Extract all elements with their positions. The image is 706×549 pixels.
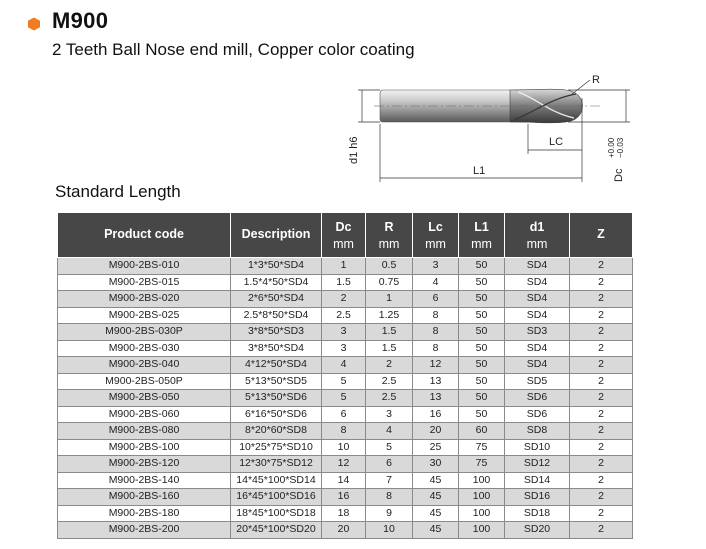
- cell-r: 2.5: [366, 390, 413, 407]
- table-row: [58, 456, 633, 473]
- cell-r: 1.25: [366, 307, 413, 324]
- dc-label: Dc: [613, 168, 625, 182]
- cell-product-code: M900-2BS-080: [58, 423, 231, 440]
- cell-lc: 13: [413, 373, 459, 390]
- cell-lc: 16: [413, 406, 459, 423]
- table-row: [58, 291, 633, 308]
- cell-d1: SD4: [505, 307, 570, 324]
- cell-z: 2: [570, 390, 633, 407]
- cell-product-code: M900-2BS-160: [58, 489, 231, 506]
- cell-r: 4: [366, 423, 413, 440]
- cell-z: 2: [570, 472, 633, 489]
- table-row: [58, 324, 633, 341]
- d1-label: d1 h6: [348, 136, 360, 164]
- cell-z: 2: [570, 406, 633, 423]
- cell-l1: 100: [459, 472, 505, 489]
- cell-l1: 100: [459, 522, 505, 539]
- cell-d1: SD4: [505, 340, 570, 357]
- cell-r: 1.5: [366, 324, 413, 341]
- cell-z: 2: [570, 423, 633, 440]
- cell-r: 1.5: [366, 340, 413, 357]
- cell-l1: 50: [459, 357, 505, 374]
- table-row: [58, 522, 633, 539]
- table-row: [58, 423, 633, 440]
- radius-label: R: [592, 74, 600, 86]
- cell-dc: 18: [322, 505, 366, 522]
- cell-product-code: M900-2BS-020: [58, 291, 231, 308]
- cell-r: 0.5: [366, 258, 413, 275]
- cell-lc: 8: [413, 340, 459, 357]
- end-mill-body: [374, 89, 600, 123]
- col-dc: Dc mm: [322, 213, 366, 258]
- cell-l1: 50: [459, 307, 505, 324]
- cell-dc: 1: [322, 258, 366, 275]
- cell-description: 5*13*50*SD5: [231, 373, 322, 390]
- cell-description: 12*30*75*SD12: [231, 456, 322, 473]
- cell-description: 1.5*4*50*SD4: [231, 274, 322, 291]
- col-z: Z: [570, 213, 633, 258]
- cell-r: 6: [366, 456, 413, 473]
- cell-r: 7: [366, 472, 413, 489]
- col-l1: L1 mm: [459, 213, 505, 258]
- cell-d1: SD5: [505, 373, 570, 390]
- cell-z: 2: [570, 307, 633, 324]
- cell-r: 2.5: [366, 373, 413, 390]
- cell-l1: 50: [459, 390, 505, 407]
- cell-l1: 60: [459, 423, 505, 440]
- table-row: [58, 373, 633, 390]
- cell-lc: 45: [413, 522, 459, 539]
- cell-d1: SD4: [505, 274, 570, 291]
- cell-dc: 1.5: [322, 274, 366, 291]
- cell-product-code: M900-2BS-015: [58, 274, 231, 291]
- cell-description: 16*45*100*SD16: [231, 489, 322, 506]
- cell-r: 9: [366, 505, 413, 522]
- end-mill-drawing: [338, 68, 638, 188]
- cell-r: 5: [366, 439, 413, 456]
- cell-product-code: M900-2BS-100: [58, 439, 231, 456]
- cell-description: 20*45*100*SD20: [231, 522, 322, 539]
- cell-l1: 75: [459, 456, 505, 473]
- table-header-row: [58, 213, 633, 258]
- cell-lc: 45: [413, 505, 459, 522]
- cell-d1: SD4: [505, 291, 570, 308]
- cell-z: 2: [570, 373, 633, 390]
- hexagon-bullet-icon: [27, 17, 41, 31]
- cell-d1: SD20: [505, 522, 570, 539]
- cell-l1: 50: [459, 291, 505, 308]
- cell-lc: 8: [413, 307, 459, 324]
- cell-dc: 3: [322, 340, 366, 357]
- table-row: [58, 258, 633, 275]
- cell-lc: 20: [413, 423, 459, 440]
- cell-dc: 20: [322, 522, 366, 539]
- cell-d1: SD4: [505, 357, 570, 374]
- cell-description: 4*12*50*SD4: [231, 357, 322, 374]
- cell-description: 8*20*60*SD8: [231, 423, 322, 440]
- cell-r: 0.75: [366, 274, 413, 291]
- cell-r: 1: [366, 291, 413, 308]
- cell-l1: 50: [459, 340, 505, 357]
- cell-l1: 50: [459, 274, 505, 291]
- cell-product-code: M900-2BS-050P: [58, 373, 231, 390]
- cell-dc: 6: [322, 406, 366, 423]
- cell-z: 2: [570, 456, 633, 473]
- cell-d1: SD18: [505, 505, 570, 522]
- cell-description: 6*16*50*SD6: [231, 406, 322, 423]
- col-product-code: Product code: [58, 213, 231, 258]
- cell-lc: 13: [413, 390, 459, 407]
- cell-z: 2: [570, 505, 633, 522]
- cell-lc: 3: [413, 258, 459, 275]
- cell-product-code: M900-2BS-050: [58, 390, 231, 407]
- cell-product-code: M900-2BS-200: [58, 522, 231, 539]
- cell-z: 2: [570, 291, 633, 308]
- cell-l1: 100: [459, 489, 505, 506]
- cell-z: 2: [570, 324, 633, 341]
- cell-product-code: M900-2BS-120: [58, 456, 231, 473]
- cell-lc: 25: [413, 439, 459, 456]
- cell-lc: 4: [413, 274, 459, 291]
- col-d1: d1 mm: [505, 213, 570, 258]
- table-row: [58, 390, 633, 407]
- cell-z: 2: [570, 274, 633, 291]
- cell-dc: 2: [322, 291, 366, 308]
- cell-d1: SD14: [505, 472, 570, 489]
- cell-l1: 50: [459, 406, 505, 423]
- cell-product-code: M900-2BS-030: [58, 340, 231, 357]
- cell-product-code: M900-2BS-025: [58, 307, 231, 324]
- cell-description: 14*45*100*SD14: [231, 472, 322, 489]
- cell-l1: 75: [459, 439, 505, 456]
- table-row: [58, 307, 633, 324]
- cell-description: 10*25*75*SD10: [231, 439, 322, 456]
- table-row: [58, 505, 633, 522]
- cell-d1: SD3: [505, 324, 570, 341]
- table-row: [58, 489, 633, 506]
- cell-lc: 30: [413, 456, 459, 473]
- cell-dc: 5: [322, 373, 366, 390]
- table-row: [58, 357, 633, 374]
- cell-r: 8: [366, 489, 413, 506]
- page-title: M900: [52, 8, 109, 33]
- col-lc: Lc mm: [413, 213, 459, 258]
- cell-dc: 10: [322, 439, 366, 456]
- cell-lc: 8: [413, 324, 459, 341]
- cell-dc: 2.5: [322, 307, 366, 324]
- cell-r: 2: [366, 357, 413, 374]
- col-description: Description: [231, 213, 322, 258]
- cell-z: 2: [570, 357, 633, 374]
- cell-lc: 45: [413, 489, 459, 506]
- cell-z: 2: [570, 340, 633, 357]
- cell-d1: SD16: [505, 489, 570, 506]
- table-row: [58, 406, 633, 423]
- cell-product-code: M900-2BS-140: [58, 472, 231, 489]
- cell-dc: 12: [322, 456, 366, 473]
- cell-z: 2: [570, 439, 633, 456]
- table-row: [58, 274, 633, 291]
- lc-label: LC: [549, 136, 564, 148]
- tolerance-lower: −0.03: [616, 137, 625, 158]
- cell-lc: 45: [413, 472, 459, 489]
- cell-product-code: M900-2BS-030P: [58, 324, 231, 341]
- cell-d1: SD10: [505, 439, 570, 456]
- cell-l1: 50: [459, 324, 505, 341]
- cell-z: 2: [570, 489, 633, 506]
- cell-dc: 8: [322, 423, 366, 440]
- cell-r: 10: [366, 522, 413, 539]
- cell-dc: 5: [322, 390, 366, 407]
- table-row: [58, 472, 633, 489]
- table-row: [58, 439, 633, 456]
- cell-dc: 16: [322, 489, 366, 506]
- section-title: Standard Length: [55, 182, 181, 201]
- cell-description: 2*6*50*SD4: [231, 291, 322, 308]
- cell-description: 1*3*50*SD4: [231, 258, 322, 275]
- cell-d1: SD6: [505, 406, 570, 423]
- standard-length-table: [57, 212, 633, 539]
- cell-z: 2: [570, 258, 633, 275]
- table-body: [58, 258, 633, 539]
- cell-l1: 50: [459, 373, 505, 390]
- cell-z: 2: [570, 522, 633, 539]
- cell-product-code: M900-2BS-040: [58, 357, 231, 374]
- cell-description: 3*8*50*SD3: [231, 324, 322, 341]
- cell-description: 18*45*100*SD18: [231, 505, 322, 522]
- cell-d1: SD6: [505, 390, 570, 407]
- cell-dc: 14: [322, 472, 366, 489]
- cell-product-code: M900-2BS-180: [58, 505, 231, 522]
- cell-description: 2.5*8*50*SD4: [231, 307, 322, 324]
- tolerance-upper: +0.00: [607, 137, 616, 158]
- cell-product-code: M900-2BS-010: [58, 258, 231, 275]
- col-r: R mm: [366, 213, 413, 258]
- table-row: [58, 340, 633, 357]
- cell-d1: SD4: [505, 258, 570, 275]
- cell-d1: SD12: [505, 456, 570, 473]
- cell-dc: 3: [322, 324, 366, 341]
- l1-label: L1: [473, 165, 486, 177]
- cell-description: 5*13*50*SD6: [231, 390, 322, 407]
- cell-l1: 100: [459, 505, 505, 522]
- page-subtitle: 2 Teeth Ball Nose end mill, Copper color coating: [52, 40, 415, 59]
- cell-l1: 50: [459, 258, 505, 275]
- cell-r: 3: [366, 406, 413, 423]
- cell-dc: 4: [322, 357, 366, 374]
- cell-product-code: M900-2BS-060: [58, 406, 231, 423]
- cell-lc: 12: [413, 357, 459, 374]
- cell-description: 3*8*50*SD4: [231, 340, 322, 357]
- cell-d1: SD8: [505, 423, 570, 440]
- cell-lc: 6: [413, 291, 459, 308]
